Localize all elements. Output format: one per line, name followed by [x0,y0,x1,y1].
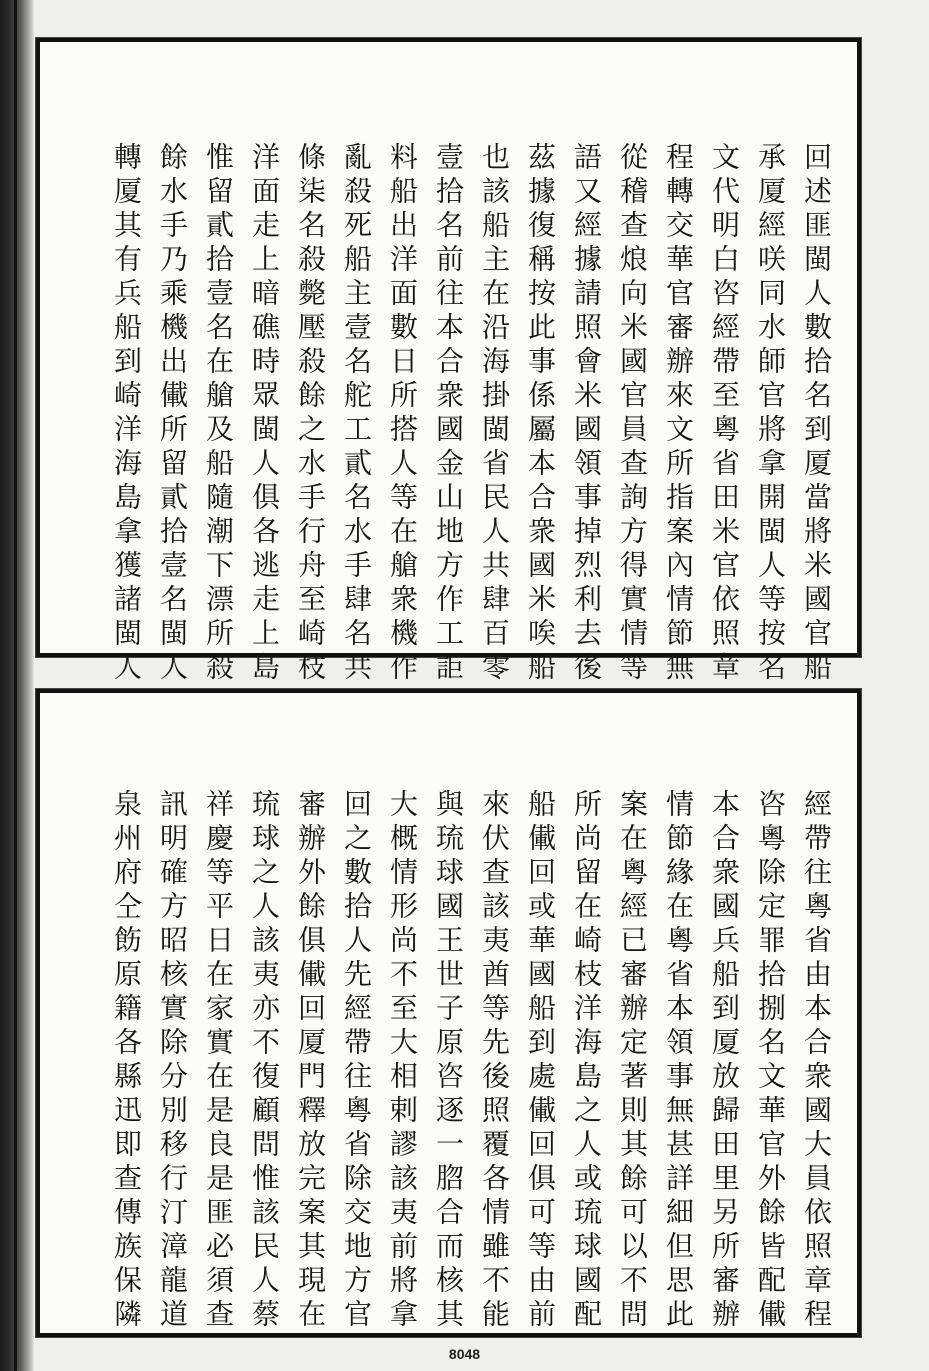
text-column: 也該船主在沿海掛閩省民人共肆百零 [478,142,511,686]
text-column: 條柒名殺斃壓殺餘之水手行舟至崎枝 [294,142,327,686]
text-column: 與琉球國王世子原咨逐一脗合而核其 [432,789,465,1333]
text-column: 祥慶等平日在家實在是良是匪必須查 [202,789,235,1333]
text-column: 文代明白咨經帶至粵省田米官依照章 [708,142,741,686]
text-column: 回之數拾人先經帶往粵省除交地方官 [340,789,373,1333]
bottom-text-panel [36,689,861,1337]
text-column: 從稽查烺向米國官員查詢方得實情等 [616,142,649,686]
text-column: 情節緣在粵省本領事無甚詳細但思此 [662,789,695,1333]
text-column: 訊明確方昭核實除分別移行汀漳龍道 [156,789,189,1333]
text-column: 來伏查該夷酋等先後照覆各情雖不能 [478,789,511,1333]
spine-edge-line [14,0,17,1371]
text-column: 轉厦其有兵船到崎洋海島拿獲諸閩人 [110,142,143,686]
text-column: 惟留貳拾壹名在艙及船隨潮下漂所殺 [202,142,235,686]
text-column: 審辦外餘俱儎回厦門釋放完案其現在 [294,789,327,1333]
text-column: 餘水手乃乘機出儎所留貳拾壹名閩人 [156,142,189,686]
text-column: 經帶往粵省由本合衆國大員依照章程 [800,789,833,1333]
text-column: 洋面走上暗礁時眾閩人俱各逃走上島 [248,142,281,686]
text-column: 泉州府仝飭原籍各縣迅即查傳族保隣 [110,789,143,1333]
text-column: 茲據復稱按此事係屬本合衆國米唉船 [524,142,557,686]
text-column: 壹拾名前往本合衆國金山地方作工詎 [432,142,465,686]
text-column: 回述匪閩人數拾名到厦當將米國官船 [800,142,833,686]
text-column: 船儎回或華國船到處儎回俱可等由前 [524,789,557,1333]
text-column: 程轉交華官審辦來文所指案內情節無 [662,142,695,686]
text-column: 料船出洋面數日所搭人等在艙衆機作 [386,142,419,686]
text-column: 語又經據請照會米國領事掉烈利去後 [570,142,603,686]
text-column: 所尚留在崎枝洋海島之人或琉球國配 [570,789,603,1333]
text-column: 琉球之人該夷亦不復顧問惟該民人蔡 [248,789,281,1333]
text-column: 承厦經咲同水師官將拿開閩人等按名 [754,142,787,686]
top-text-panel [36,38,861,686]
text-column: 亂殺死船主壹名舵工貳名水手肆名共 [340,142,373,686]
text-column: 本合衆國兵船到厦放歸田里另所審辦 [708,789,741,1333]
book-spine-shadow [0,0,34,1371]
text-column: 案在粵經已審辦定著則其餘可以不問 [616,789,649,1333]
text-column: 大概情形尚不至大相剌謬該夷前將拿 [386,789,419,1333]
page-number: 8048 [448,1346,481,1362]
text-column: 咨粵除定罪拾捌名文華官外餘皆配儎 [754,789,787,1333]
